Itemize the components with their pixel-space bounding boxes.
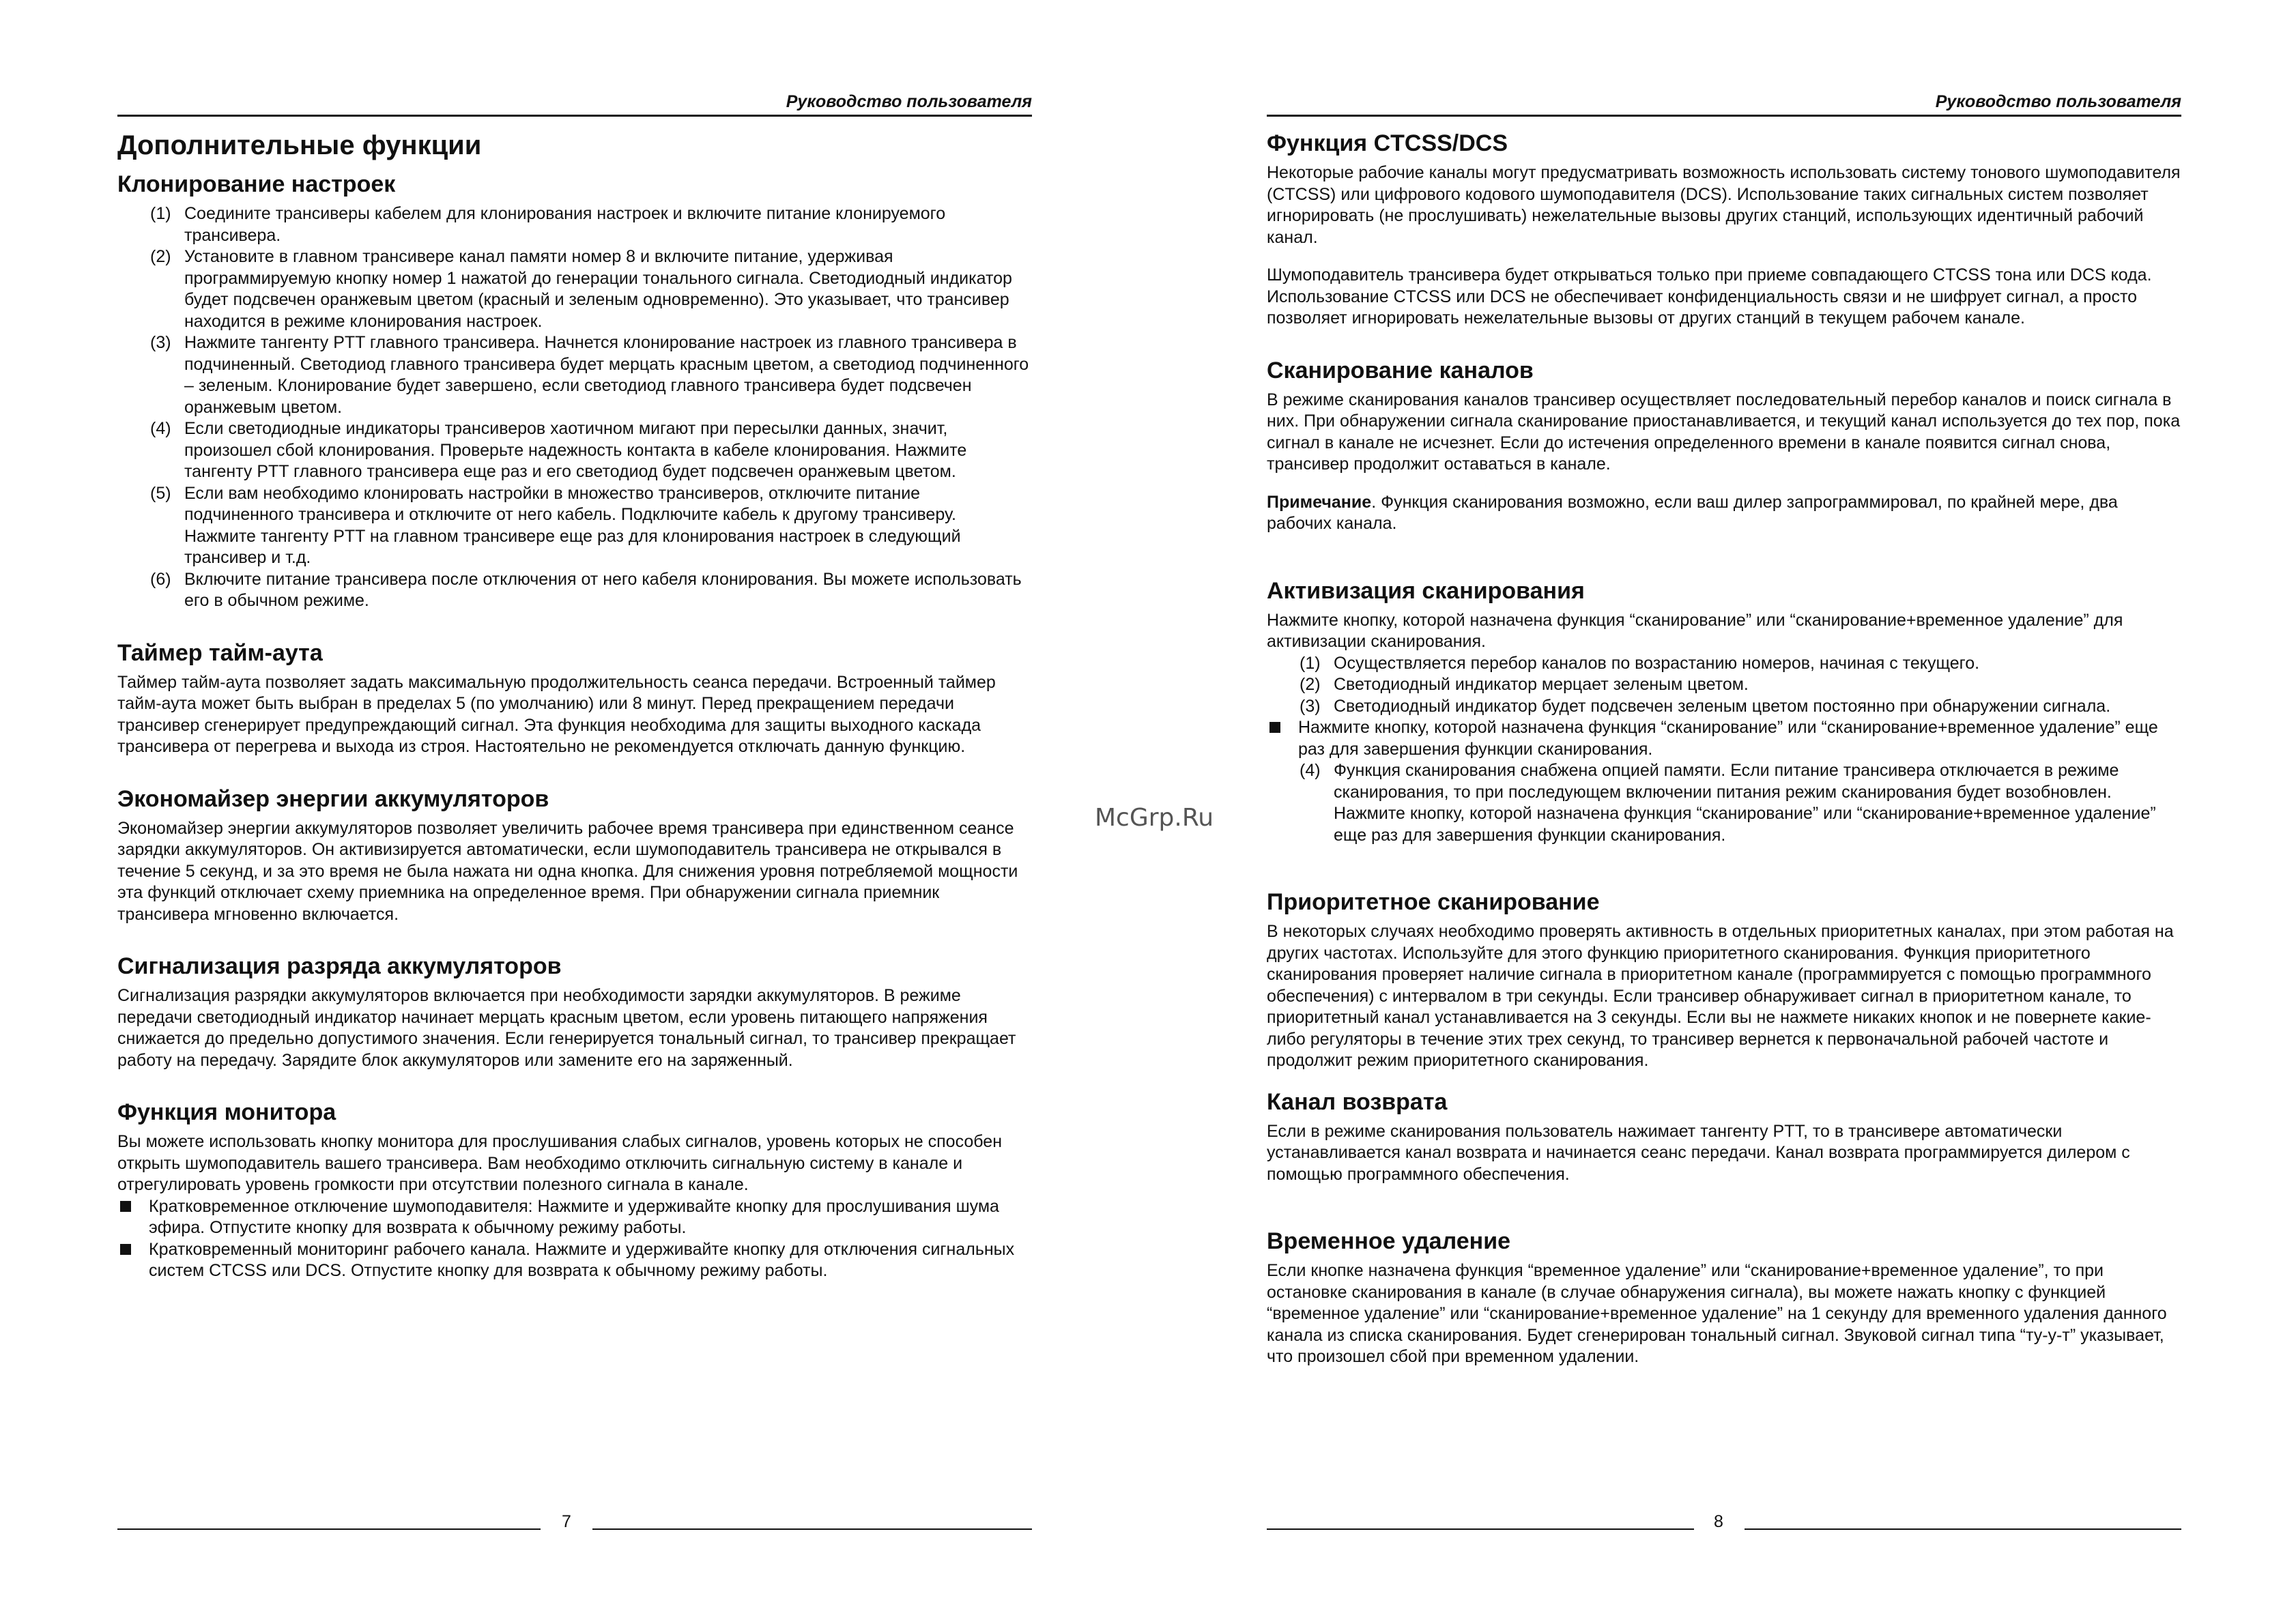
item-number: (3) — [1300, 696, 1321, 716]
running-header: Руководство пользователя — [117, 91, 1032, 117]
left-content — [117, 130, 1032, 1282]
list-item — [117, 1239, 1032, 1282]
monitor-heading: Функция монитора — [117, 1099, 336, 1125]
list-item — [1300, 696, 2181, 718]
item-number: (6) — [150, 569, 171, 589]
cloning-steps — [117, 203, 1032, 612]
nuisance-delete-text: Если кнопке назначена функция “временное удаление” или “сканирование+временное удаление”, то при остановке сканирования в канале (в случае обнаружения сигнала), вы можете нажать кнопку с функцией “временное удаление” или “сканирование+временное удаление” на 1 секунду для временного удаления данного канала из списка сканирования. Будет сгенерирован тональный сигнал. Звуковой сигнал типа “ту-у-т” указывает, что произошел сбой при временном удалении. — [1267, 1261, 2167, 1366]
right-page — [1267, 0, 2181, 1624]
scan-activation-steps — [1267, 653, 2181, 718]
item-number: (2) — [1300, 675, 1321, 694]
low-battery-text: Сигнализация разрядки аккумуляторов включается при необходимости зарядки аккумуляторов. В режиме передачи светодиодный индикатор начинает мерцать красным цветом, если уровень питающего напряжения снижается до предельно допустимого значения. Если генерируется тональный сигнал, то трансивер прекращает работу на передачу. Зарядите блок аккумуляторов или замените его на заряженный. — [117, 986, 1016, 1070]
list-item — [150, 246, 1032, 332]
page-title: Дополнительные функции — [117, 130, 482, 160]
timer-heading: Таймер тайм-аута — [117, 639, 323, 666]
item-text: Включите питание трансивера после отключения от него кабеля клонирования. Вы можете использовать его в обычном режиме. — [184, 569, 1022, 610]
item-number: (4) — [150, 419, 171, 438]
item-text: Светодиодный индикатор мерцает зеленым цветом. — [1334, 675, 1749, 694]
list-item — [150, 483, 1032, 569]
scan-activation-bullet — [1267, 717, 2181, 760]
priority-scan-heading: Приоритетное сканирование — [1267, 889, 1600, 915]
monitor-text: Вы можете использовать кнопку монитора для прослушивания слабых сигналов, уровень которых не способен открыть шумоподавитель вашего трансивера. Вам необходимо отключить сигнальную систему в канале и отрегулировать уровень громкости при отсутствии полезного сигнала в канале. — [117, 1132, 1003, 1194]
scan-text: В режиме сканирования каналов трансивер осуществляет последовательный перебор каналов и поиск сигнала в них. При обнаружении сигнала сканирование приостанавливается, и текущий канал используется до тех пор, пока сигнал в канале не исчезнет. Если до истечения определенного времени в канале появится сигнал снова, трансивер продолжит оставаться в канале. — [1267, 390, 2181, 474]
page-footer — [117, 1509, 1032, 1537]
battery-saver-text: Экономайзер энергии аккумуляторов позволяет увеличить рабочее время трансивера при единственном сеансе зарядки аккумуляторов. Он активизируется автоматически, если шумоподавитель трансивера не открывался в течение 5 секунд, и за это время не была нажата ни одна кнопка. Для снижения уровня потребляемой мощности эта функций отключает схему приемника на определенное время. При обнаружении сигнала приемник трансивера мгновенно включается. — [117, 818, 1018, 924]
item-number: (5) — [150, 483, 171, 503]
ctcss-text-2: Шумоподавитель трансивера будет открываться только при приеме совпадающего CTCSS тона или DCS кода. Использование CTCSS или DCS не обеспечивает конфиденциальность связи и не шифрует сигнал, а просто позволяет игнорировать нежелательные вызовы от других станций в текущем рабочем канале. — [1267, 265, 2152, 328]
item-text: Функция сканирования снабжена опцией памяти. Если питание трансивера отключается в режиме сканирования, то при последующем включении питания режим сканирования будет возобновлен. Нажмите кнопку, которой назначена функция “сканирование” или “сканирование+временное удаление” еще раз для завершения функции сканирования. — [1334, 761, 2156, 845]
item-text: Соедините трансиверы кабелем для клонирования настроек и включите питание клонируемого трансивера. — [184, 204, 946, 245]
note-label: Примечание — [1267, 492, 1372, 512]
running-header: Руководство пользователя — [1267, 91, 2181, 117]
list-item — [1300, 674, 2181, 696]
list-item — [1300, 760, 2181, 846]
item-number: (1) — [150, 204, 171, 223]
right-content — [1267, 130, 2181, 1368]
list-item — [1300, 653, 2181, 675]
scan-activation-heading: Активизация сканирования — [1267, 577, 1585, 604]
item-text: Нажмите кнопку, которой назначена функция “сканирование” или “сканирование+временное удаление” еще раз для завершения функции сканирования. — [1298, 718, 2158, 759]
low-battery-heading: Сигнализация разряда аккумуляторов — [117, 953, 562, 979]
item-number: (4) — [1300, 761, 1321, 780]
left-page — [117, 0, 1032, 1624]
item-text: Нажмите тангенту PTT главного трансивера. Начнется клонирование настроек из главного трансивера в подчиненный. Светодиод главного трансивера будет мерцать красным цветом, а светодиод подчиненного – зеленым. Клонирование будет завершено, если светодиод главного трансивера будет подсвечен оранжевым цветом. — [184, 333, 1029, 417]
list-item — [150, 569, 1032, 612]
scan-activation-step-4 — [1267, 760, 2181, 846]
square-bullet-icon — [120, 1244, 131, 1255]
nuisance-delete-heading: Временное удаление — [1267, 1228, 1510, 1254]
list-item — [150, 203, 1032, 246]
list-item — [1267, 717, 2181, 760]
footer-rule — [1745, 1528, 2181, 1530]
scan-activation-intro: Нажмите кнопку, которой назначена функция “сканирование” или “сканирование+временное удаление” для активизации сканирования. — [1267, 610, 2123, 651]
note-text: . Функция сканирования возможно, если ваш дилер запрограммировал, по крайней мере, два рабочих канала. — [1267, 492, 2118, 533]
ctcss-heading: Функция CTCSS/DCS — [1267, 130, 1508, 156]
list-item — [150, 418, 1032, 483]
revert-channel-text: Если в режиме сканирования пользователь нажимает тангенту PTT, то в трансивере автоматически устанавливается канал возврата и начинается сеанс передачи. Канал возврата программируется дилером с помощью программного обеспечения. — [1267, 1121, 2130, 1184]
list-item — [117, 1196, 1032, 1239]
priority-scan-text: В некоторых случаях необходимо проверять активность в отдельных приоритетных каналах, при этом работая на других частотах. Используйте для этого функцию приоритетного сканирования. Функция приоритетного сканирования проверяет наличие сигнала в приоритетном канале (программируется с помощью программного обеспечения) с интервалом в три секунды. Если трансивер обнаруживает сигнал в приоритетном канале, то приоритетный канал устанавливается на 3 секунды. Если вы не нажмете никаких кнопок и не повернете какие-либо регуляторы в течение этих трех секунд, то трансивер вернется к первоначальной рабочей частоте и продолжит режим приоритетного сканирования. — [1267, 922, 2174, 1070]
footer-rule — [117, 1528, 541, 1530]
square-bullet-icon — [120, 1201, 131, 1212]
scan-note — [1267, 492, 2181, 535]
footer-rule — [592, 1528, 1032, 1530]
item-text: Кратковременный мониторинг рабочего канала. Нажмите и удерживайте кнопку для отключения сигнальных систем CTCSS или DCS. Отпустите кнопку для возврата к обычному режиму работы. — [149, 1239, 1015, 1280]
item-text: Осуществляется перебор каналов по возрастанию номеров, начиная с текущего. — [1334, 653, 1980, 673]
page-number: 7 — [562, 1512, 571, 1531]
cloning-heading: Клонирование настроек — [117, 171, 396, 197]
timer-text: Таймер тайм-аута позволяет задать максимальную продолжительность сеанса передачи. Встроенный таймер тайм-аута может быть выбран в пределах 5 (по умолчанию) или 8 минут. Перед прекращением передачи трансивер сгенерирует предупреждающий сигнал. Эта функция необходима для защиты выходного каскада трансивера от перегрева и выхода из строя. Настоятельно не рекомендуется отключать данную функцию. — [117, 672, 996, 756]
watermark: McGrp.Ru — [1095, 804, 1214, 832]
scan-heading: Сканирование каналов — [1267, 357, 1534, 383]
item-number: (1) — [1300, 653, 1321, 673]
item-text: Если светодиодные индикаторы трансиверов хаотичном мигают при пересылки данных, значит, произошел сбой клонирования. Проверьте надежность контакта в кабеле клонирования. Нажмите тангенту PTT главного трансивера еще раз и его светодиод будет подсвечен оранжевым цветом. — [184, 419, 967, 481]
list-item — [150, 332, 1032, 418]
page-footer — [1267, 1509, 2181, 1537]
item-number: (3) — [150, 333, 171, 352]
item-text: Установите в главном трансивере канал памяти номер 8 и включите питание, удерживая программируемую кнопку номер 1 нажатой до генерации тонального сигнала. Светодиодный индикатор будет подсвечен оранжевым цветом (красный и зеленым одновременно). Это указывает, что трансивер находится в режиме клонирования настроек. — [184, 247, 1012, 331]
footer-rule — [1267, 1528, 1694, 1530]
item-text: Кратковременное отключение шумоподавителя: Нажмите и удерживайте кнопку для прослушивания шума эфира. Отпустите кнопку для возврата к обычному режиму работы. — [149, 1196, 999, 1237]
item-text: Светодиодный индикатор будет подсвечен зеленым цветом постоянно при обнаружении сигнала. — [1334, 696, 2111, 716]
page-number: 8 — [1714, 1512, 1723, 1531]
revert-channel-heading: Канал возврата — [1267, 1088, 1448, 1115]
ctcss-text-1: Некоторые рабочие каналы могут предусматривать возможность использовать систему тонового шумоподавителя (CTCSS) или цифрового кодового шумоподавителя (DCS). Использование таких сигнальных систем позволяет игнорировать (не прослушивать) нежелательные вызовы других станций, использующих идентичный рабочий канал. — [1267, 163, 2181, 247]
monitor-bullets — [117, 1196, 1032, 1282]
item-number: (2) — [150, 247, 171, 266]
item-text: Если вам необходимо клонировать настройки в множество трансиверов, отключите питание подчиненного трансивера и отключите от него кабель. Подключите кабель к другому трансиверу. Нажмите тангенту PTT на главном трансивере еще раз для клонирования настроек в следующий трансивер и т.д. — [184, 483, 961, 567]
square-bullet-icon — [1269, 722, 1280, 733]
battery-saver-heading: Экономайзер энергии аккумуляторов — [117, 785, 549, 812]
